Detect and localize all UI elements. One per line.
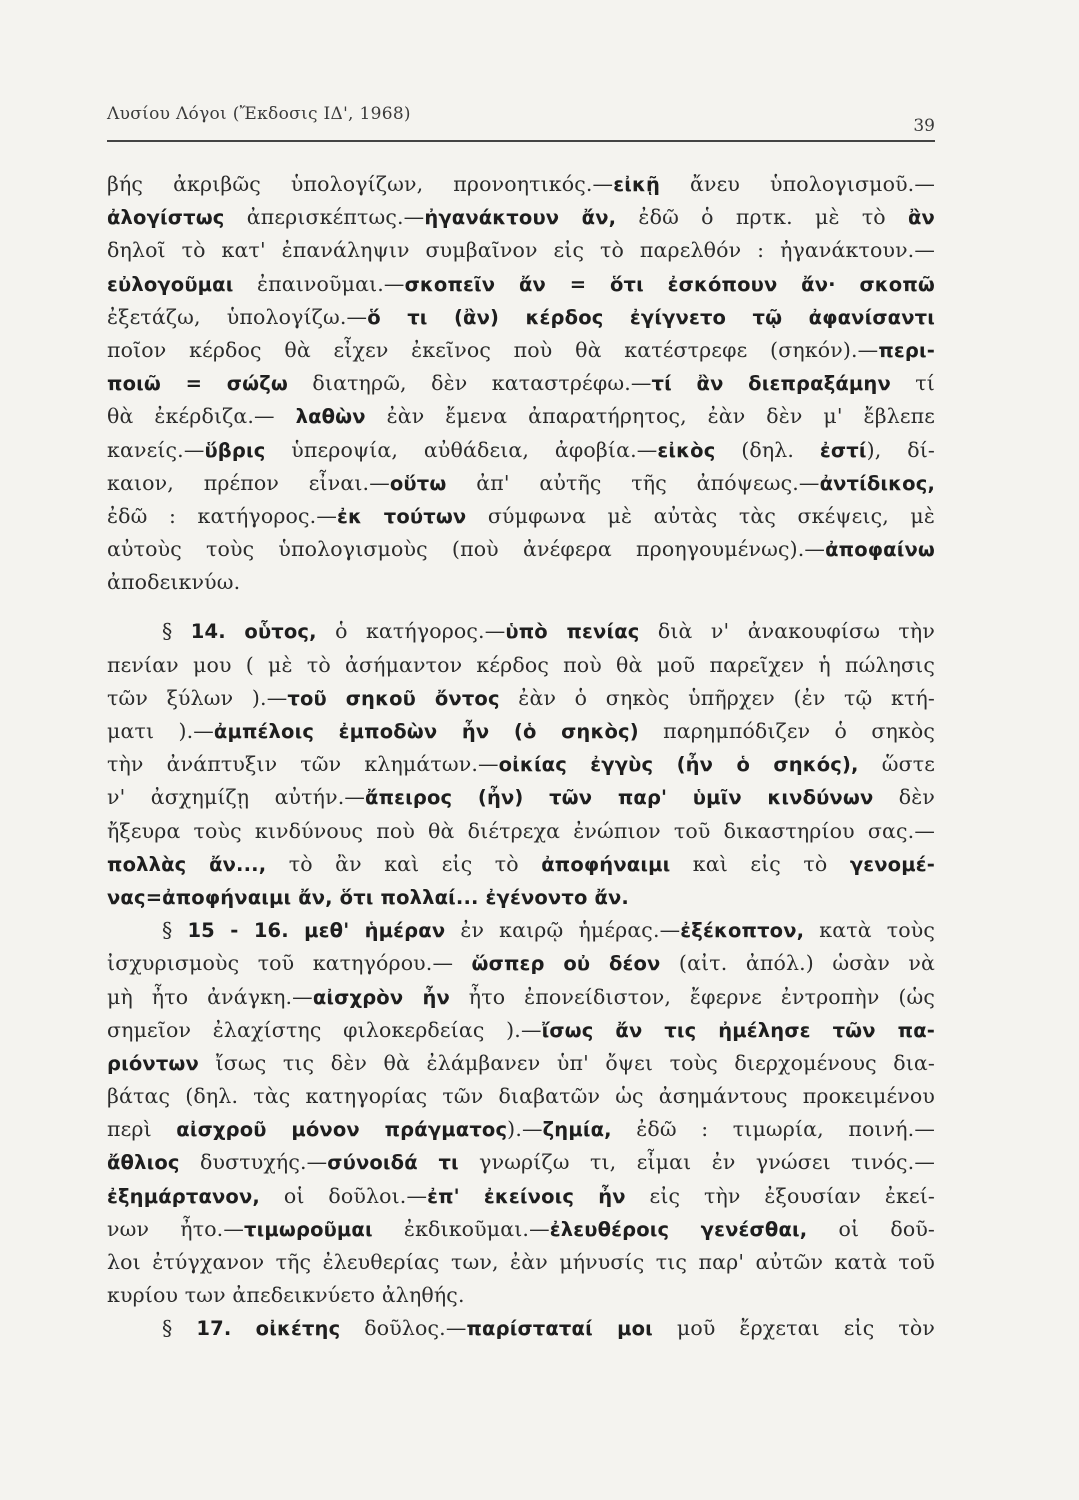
lemma-term: ἠγανάκτουν ἄν, — [424, 206, 617, 230]
gloss-text: ὥστε — [858, 752, 935, 777]
lemma-term: εἰκὸς — [657, 438, 716, 462]
gloss-text: καὶ εἰς τὸ — [670, 851, 850, 876]
gloss-text: θὰ ἐκέρδιζα.— — [107, 404, 296, 429]
gloss-text: ποῖον κέρδος θὰ εἶχεν ἐκεῖνος ποὺ θὰ κατέστρεφε (σηκόν).— — [107, 337, 879, 362]
lemma-term: ὑπὸ πενίας — [505, 620, 640, 644]
lemma-term: εἰκῇ — [613, 173, 661, 196]
text-line — [107, 815, 935, 848]
text-line — [107, 1146, 935, 1179]
lemma-term: λαθὼν — [295, 405, 366, 429]
gloss-text: τί — [890, 371, 935, 396]
text-line — [107, 533, 935, 566]
gloss-text: ἴσως τις δὲν θὰ ἐλάμβανεν ὑπ' ὄψει τοὺς διερχομένους δια- — [198, 1050, 935, 1075]
lemma-term: τοῦ σηκοῦ ὄντος — [287, 686, 500, 710]
lemma-term: ὥσπερ οὐ δέον — [471, 952, 661, 976]
text-line — [107, 1047, 935, 1080]
text-line — [107, 1014, 935, 1047]
gloss-text: (δηλ. — [715, 437, 820, 462]
lemma-term: ἴσως ἄν τις ἠμέλησε τῶν πα- — [541, 1018, 935, 1042]
gloss-text: δηλοῖ τὸ κατ' ἐπανάληψιν συμβαῖνον εἰς τὸ παρελθόν : ἠγανάκτουν.— — [107, 238, 935, 263]
text-line — [107, 715, 935, 748]
text-line — [107, 981, 935, 1014]
lemma-term: ζημία, — [542, 1118, 612, 1142]
gloss-text: δοῦλος.— — [340, 1316, 467, 1341]
gloss-text: ἄνευ ὑπολογισμοῦ.— — [660, 172, 935, 196]
gloss-text: ἐὰν ἔμενα ἀπαρατήρητος, ἐὰν δὲν μ' ἔβλεπε — [365, 404, 935, 429]
text-line — [107, 268, 935, 301]
gloss-text: κανείς.— — [107, 437, 205, 462]
text-line — [107, 781, 935, 814]
gloss-text: § — [162, 619, 191, 644]
text-line — [107, 914, 935, 947]
gloss-text: μὴ ἦτο ἀνάγκη.— — [107, 984, 313, 1009]
text-line — [107, 649, 935, 682]
lemma-term: ἄθλιος — [107, 1151, 180, 1175]
text-line — [107, 615, 935, 648]
gloss-text: λοι ἐτύγχανον τῆς ἐλευθερίας των, ἐὰν μήνυσίς τις παρ' αὐτῶν κατὰ τοῦ — [107, 1250, 935, 1274]
gloss-text: οἱ δοῦλοι.— — [259, 1183, 428, 1208]
lemma-term: ἐλευθέροις γενέσθαι, — [549, 1217, 808, 1241]
gloss-text: ματι ).— — [107, 719, 214, 743]
gloss-text: κατὰ τοὺς — [804, 918, 935, 943]
gloss-text: τὴν ἀνάπτυξιν τῶν κλημάτων.— — [107, 752, 499, 777]
gloss-text: ), δί- — [866, 437, 935, 462]
gloss-text: § — [162, 1316, 197, 1341]
gloss-text: ὑπεροψία, αὐθάδεια, ἀφοβία.— — [265, 437, 658, 462]
gloss-text: ἦτο ἐπονείδιστον, ἔφερνε ἐντροπὴν (ὡς — [449, 984, 935, 1009]
text-line — [107, 301, 935, 334]
gloss-text: ἀποδεικνύω. — [107, 570, 241, 595]
gloss-text: τῶν ξύλων ).— — [107, 685, 288, 710]
gloss-text: δὲν — [873, 785, 935, 810]
gloss-text: βής ἀκριβῶς ὑπολογίζων, προνοητικός.— — [107, 172, 614, 196]
running-title: Λυσίου Λόγοι (Ἔκδοσις ΙΔ', 1968) — [107, 104, 411, 124]
text-line — [107, 500, 935, 533]
text-line — [107, 881, 935, 914]
lemma-term: 17. οἰκέτης — [196, 1317, 341, 1341]
gloss-text: γνωρίζω τι, εἶμαι ἐν γνώσει τινός.— — [458, 1150, 935, 1175]
lemma-term: οἰκίας ἐγγὺς (ἦν ὁ σηκός), — [498, 753, 859, 777]
lemma-term: ἐστί — [819, 438, 867, 462]
gloss-text: αὐτοὺς τοὺς ὑπολογισμοὺς (ποὺ ἀνέφερα προηγουμένως).— — [107, 537, 826, 562]
commentary-text — [107, 168, 935, 1346]
gloss-text: ἐκδικοῦμαι.— — [372, 1216, 550, 1241]
gloss-text: παρημπόδιζεν ὁ σηκὸς — [638, 719, 935, 743]
lemma-term: ριόντων — [107, 1051, 199, 1075]
gloss-text: ὁ κατήγορος.— — [316, 619, 506, 644]
lemma-term: σύνοιδά τι — [327, 1151, 459, 1175]
text-line — [107, 168, 935, 201]
lemma-term: ἄπειρος (ἦν) τῶν παρ' ὑμῖν κινδύνων — [365, 786, 874, 810]
gloss-text: ἰσχυρισμοὺς τοῦ κατηγόρου.— — [107, 951, 472, 976]
page-number: 39 — [913, 116, 935, 136]
text-line — [107, 682, 935, 715]
text-line — [107, 1279, 935, 1312]
gloss-text: κυρίου των ἀπεδεικνύετο ἀληθής. — [107, 1283, 465, 1308]
gloss-text: ἀπ' αὐτῆς τῆς ἀπόψεως.— — [446, 470, 820, 495]
text-line — [107, 434, 935, 467]
gloss-text: (αἰτ. ἀπόλ.) ὡσὰν νὰ — [660, 951, 935, 976]
lemma-term: αἰσχρὸν ἦν — [312, 985, 450, 1009]
gloss-text: σύμφωνα μὲ αὐτὰς τὰς σκέψεις, μὲ — [466, 503, 935, 528]
gloss-text: περὶ — [107, 1117, 177, 1142]
gloss-text: σημεῖον ἐλαχίστης φιλοκερδείας ).— — [107, 1017, 542, 1042]
text-line — [107, 1180, 935, 1213]
gloss-text: ).— — [507, 1117, 543, 1142]
paragraph-gap — [107, 599, 935, 615]
gloss-text: ἤξευρα τοὺς κινδύνους ποὺ θὰ διέτρεχα ἐνώπιον τοῦ δικαστηρίου σας.— — [107, 818, 935, 843]
lemma-term: τιμωροῦμαι — [244, 1217, 373, 1241]
lemma-term: τί ἂν διεπραξάμην — [651, 372, 891, 396]
gloss-text: § — [162, 918, 188, 943]
gloss-text: μοῦ ἔρχεται εἰς τὸν — [652, 1316, 935, 1341]
text-line — [107, 400, 935, 433]
gloss-text: ἐδῶ ὁ πρτκ. μὲ τὸ — [616, 205, 909, 230]
lemma-term: γενομέ- — [849, 852, 935, 876]
lemma-term: ἐκ τούτων — [336, 504, 467, 528]
lemma-term: περι- — [878, 338, 935, 362]
lemma-term: οὕτω — [389, 471, 447, 495]
gloss-text: ἐδῶ : τιμωρία, ποινή.— — [611, 1117, 935, 1142]
lemma-term: ἀλογίστως — [107, 206, 225, 230]
gloss-text: διατηρῶ, δὲν καταστρέφω.— — [288, 371, 652, 396]
text-line — [107, 234, 935, 267]
text-line — [107, 1113, 935, 1146]
gloss-text: ἐν καιρῷ ἡμέρας.— — [445, 918, 681, 943]
lemma-term: ἀμπέλοις ἐμποδὼν ἦν (ὁ σηκὸς) — [213, 720, 639, 743]
lemma-term: ἀποφήναιμι — [541, 852, 671, 876]
gloss-text: διὰ ν' ἀνακουφίσω τὴν — [639, 619, 935, 644]
text-line — [107, 1312, 935, 1345]
text-line — [107, 201, 935, 234]
gloss-text: ἐὰν ὁ σηκὸς ὑπῆρχεν (ἐν τῷ κτή- — [499, 685, 935, 710]
lemma-term: ἂν — [908, 206, 935, 230]
gloss-text: καιον, πρέπον εἶναι.— — [107, 470, 390, 495]
lemma-term: ἐπ' ἐκείνοις ἦν — [427, 1184, 626, 1208]
lemma-term: νας=ἀποφήναιμι ἄν, ὅτι πολλαί... ἐγένοντο ἄν. — [107, 885, 629, 909]
gloss-text: ἐδῶ : κατήγορος.— — [107, 503, 337, 528]
text-line — [107, 947, 935, 980]
lemma-term: σκοπεῖν ἄν = ὅτι ἐσκόπουν ἄν· σκοπῶ — [404, 272, 935, 296]
text-line — [107, 367, 935, 400]
gloss-text: ἐπαινοῦμαι.— — [233, 271, 405, 296]
text-line — [107, 1080, 935, 1113]
gloss-text: ἀπερισκέπτως.— — [224, 205, 425, 230]
page-header — [107, 100, 935, 142]
lemma-term: αἰσχροῦ μόνον πράγματος — [176, 1118, 508, 1142]
gloss-text: πενίαν μου ( μὲ τὸ ἀσήμαντον κέρδος ποὺ θὰ μοῦ παρεῖχεν ἡ πώλησις — [107, 652, 935, 677]
gloss-text: βάτας (δηλ. τὰς κατηγορίας τῶν διαβατῶν ὡς ἀσημάντους προκειμένου — [107, 1084, 935, 1109]
lemma-term: ποιῶ = σώζω — [107, 372, 288, 396]
lemma-term: ἀντίδικος, — [819, 471, 935, 495]
lemma-term: ὕβρις — [204, 438, 266, 462]
lemma-term: παρίσταταί μοι — [466, 1317, 653, 1341]
gloss-text: οἱ δοῦ- — [807, 1216, 935, 1241]
text-line — [107, 1246, 935, 1279]
lemma-term: πολλὰς ἄν..., — [107, 852, 267, 876]
lemma-term: 15 - 16. μεθ' ἡμέραν — [187, 919, 446, 943]
text-line — [107, 848, 935, 881]
gloss-text: εἰς τὴν ἐξουσίαν ἐκεί- — [625, 1183, 935, 1208]
lemma-term: 14. οὗτος, — [190, 620, 317, 644]
text-line — [107, 1213, 935, 1246]
text-line — [107, 566, 935, 599]
lemma-term: ἐξημάρτανον, — [107, 1184, 260, 1208]
text-line — [107, 334, 935, 367]
lemma-term: εὐλογοῦμαι — [107, 272, 234, 296]
gloss-text: νων ἦτο.— — [107, 1216, 245, 1241]
gloss-text: ἐξετάζω, ὑπολογίζω.— — [107, 304, 368, 329]
lemma-term: ἐξέκοπτον, — [680, 919, 805, 943]
text-line — [107, 748, 935, 781]
gloss-text: δυστυχής.— — [179, 1150, 328, 1175]
lemma-term: ἀποφαίνω — [825, 538, 935, 562]
text-line — [107, 467, 935, 500]
gloss-text: ν' ἀσχημίζῃ αὐτήν.— — [107, 785, 366, 810]
lemma-term: ὅ τι (ἂν) κέρδος ἐγίγνετο τῷ ἀφανίσαντι — [367, 305, 935, 329]
gloss-text: τὸ ἂν καὶ εἰς τὸ — [266, 851, 542, 876]
